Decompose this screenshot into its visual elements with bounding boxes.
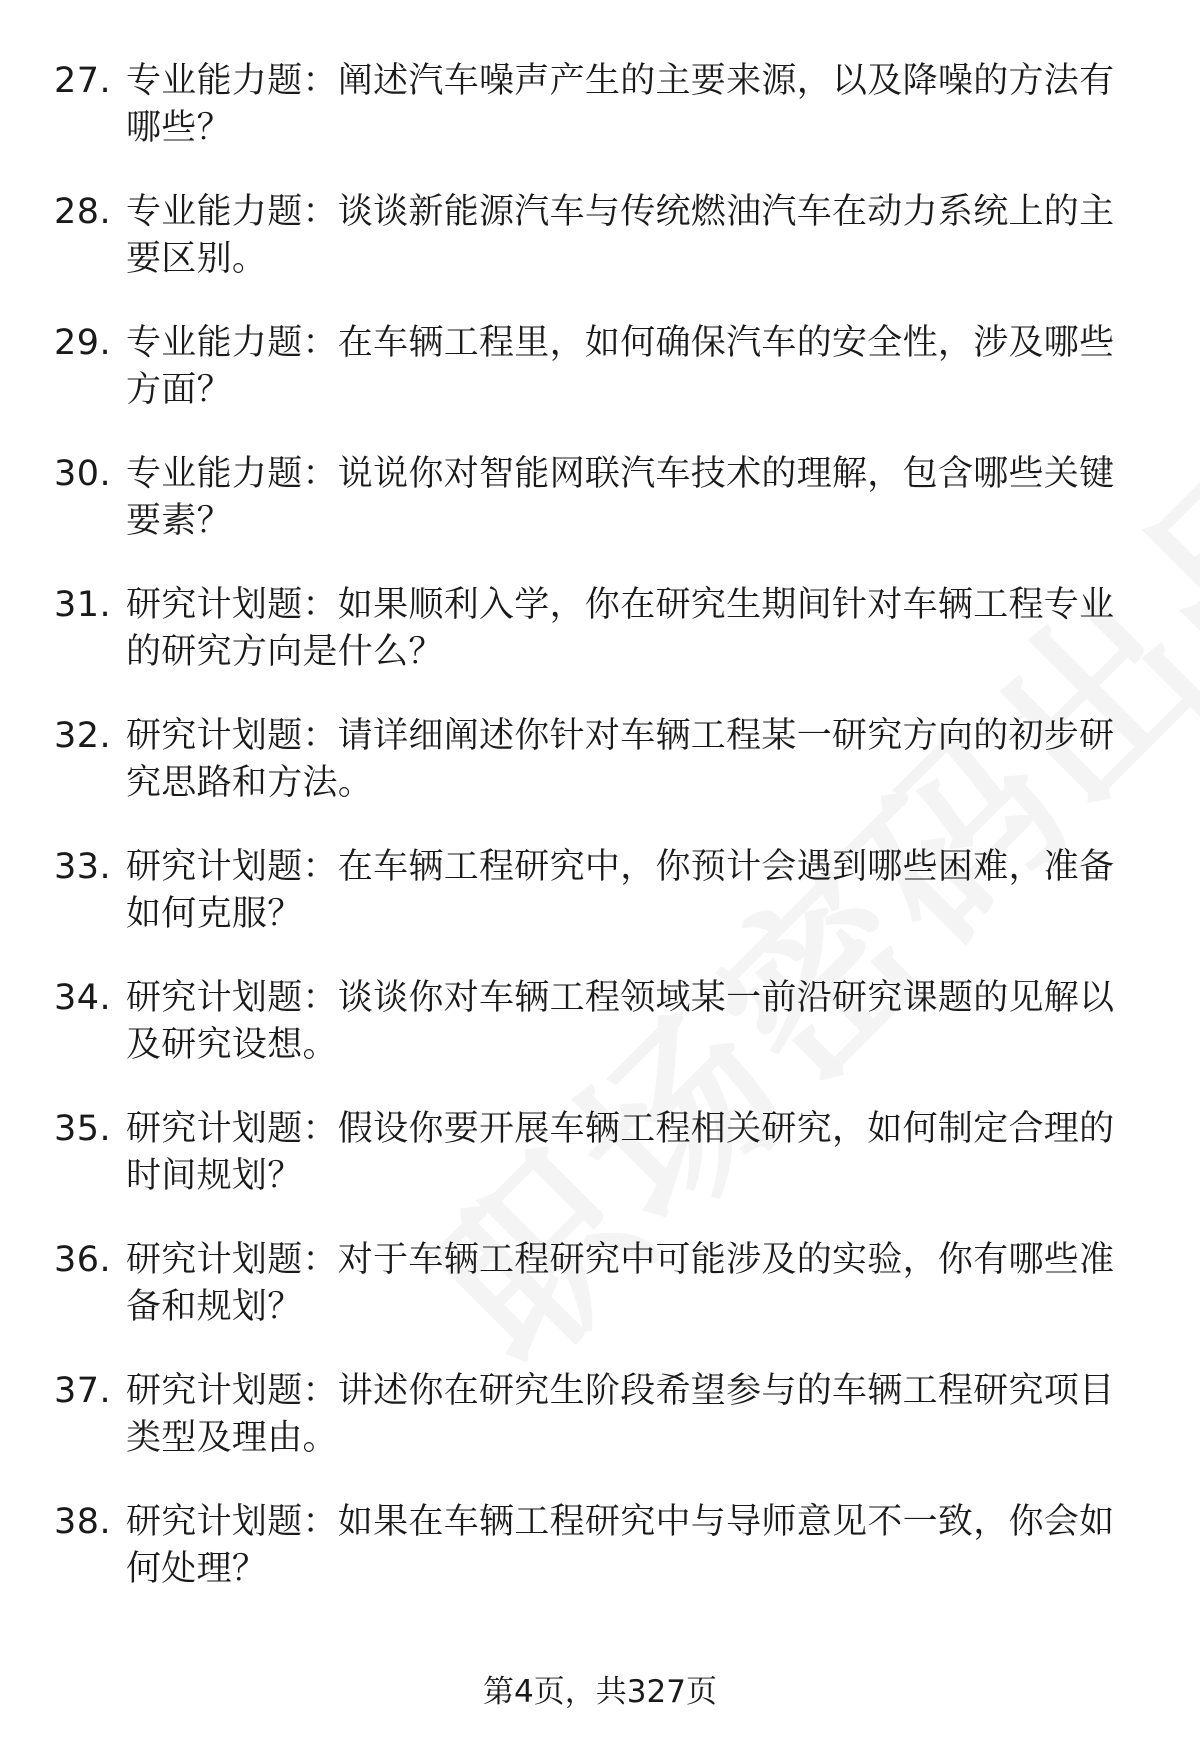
question-item <box>54 1237 1144 1368</box>
question-item <box>54 1499 1144 1630</box>
question-number: 33. <box>54 847 112 887</box>
question-item <box>54 1106 1144 1237</box>
question-number: 27. <box>54 61 112 101</box>
question-number: 38. <box>54 1502 112 1542</box>
question-text: 研究计划题：谈谈你对车辆工程领域某一前沿研究课题的见解以及研究设想。 <box>126 978 1115 1065</box>
question-text: 研究计划题：假设你要开展车辆工程相关研究，如何制定合理的时间规划？ <box>126 1109 1115 1196</box>
question-text: 专业能力题：阐述汽车噪声产生的主要来源，以及降噪的方法有哪些？ <box>126 61 1115 148</box>
question-item <box>54 320 1144 451</box>
question-item <box>54 58 1144 189</box>
question-number: 28. <box>54 192 112 232</box>
question-number: 31. <box>54 585 112 625</box>
question-text: 研究计划题：如果顺利入学，你在研究生期间针对车辆工程专业的研究方向是什么？ <box>126 585 1115 672</box>
question-item <box>54 451 1144 582</box>
question-number: 34. <box>54 978 112 1018</box>
question-number: 29. <box>54 323 112 363</box>
question-item <box>54 1368 1144 1499</box>
question-text: 研究计划题：请详细阐述你针对车辆工程某一研究方向的初步研究思路和方法。 <box>126 716 1115 803</box>
question-item <box>54 844 1144 975</box>
question-number: 37. <box>54 1371 112 1411</box>
question-text: 研究计划题：如果在车辆工程研究中与导师意见不一致，你会如何处理？ <box>126 1502 1115 1589</box>
question-text: 研究计划题：在车辆工程研究中，你预计会遇到哪些困难，准备如何克服？ <box>126 847 1115 934</box>
question-text: 专业能力题：谈谈新能源汽车与传统燃油汽车在动力系统上的主要区别。 <box>126 192 1115 279</box>
question-item <box>54 713 1144 844</box>
question-text: 研究计划题：对于车辆工程研究中可能涉及的实验，你有哪些准备和规划？ <box>126 1240 1115 1327</box>
question-number: 36. <box>54 1240 112 1280</box>
page-footer: 第4页，共327页 <box>483 1674 717 1710</box>
question-item <box>54 189 1144 320</box>
question-text: 专业能力题：在车辆工程里，如何确保汽车的安全性，涉及哪些方面？ <box>126 323 1115 410</box>
question-item <box>54 582 1144 713</box>
question-text: 研究计划题：讲述你在研究生阶段希望参与的车辆工程研究项目类型及理由。 <box>126 1371 1115 1458</box>
question-number: 30. <box>54 454 112 494</box>
question-list <box>54 58 1144 1630</box>
question-text: 专业能力题：说说你对智能网联汽车技术的理解，包含哪些关键要素？ <box>126 454 1115 541</box>
question-item <box>54 975 1144 1106</box>
question-number: 35. <box>54 1109 112 1149</box>
question-number: 32. <box>54 716 112 756</box>
